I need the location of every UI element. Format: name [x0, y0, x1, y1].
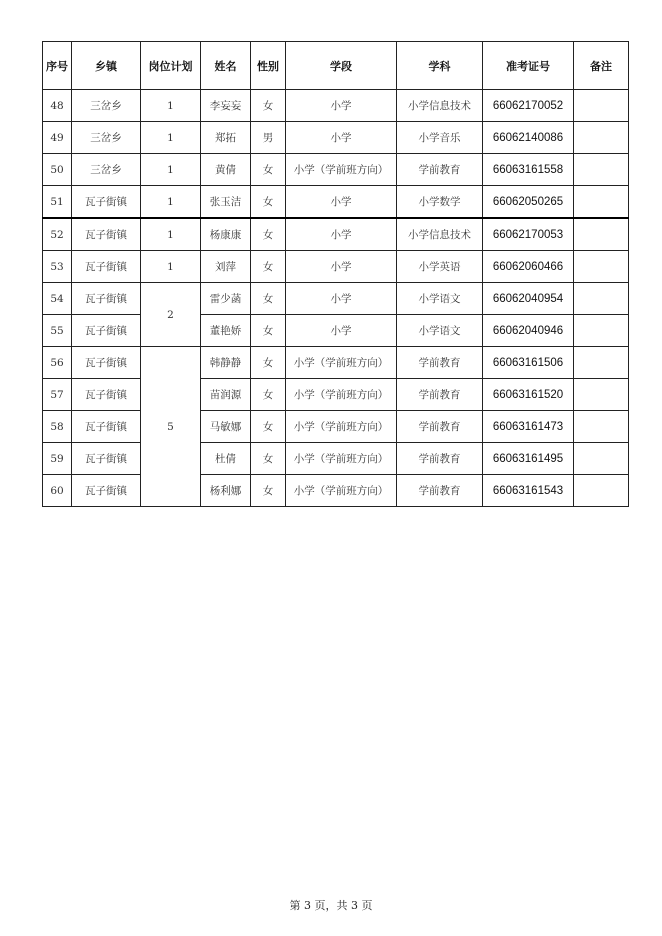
cell-seq: 50	[43, 154, 72, 186]
cell-gender: 女	[251, 347, 286, 379]
cell-seq: 48	[43, 90, 72, 122]
cell-subject: 学前教育	[397, 475, 483, 507]
cell-subject: 学前教育	[397, 411, 483, 443]
cell-stage: 小学（学前班方向）	[286, 475, 397, 507]
cell-gender: 女	[251, 315, 286, 347]
cell-town: 瓦子街镇	[72, 443, 141, 475]
cell-exam-id: 66062040954	[483, 283, 574, 315]
cell-gender: 男	[251, 122, 286, 154]
cell-note	[574, 122, 629, 154]
cell-town: 瓦子街镇	[72, 186, 141, 219]
cell-name: 杨利娜	[201, 475, 251, 507]
cell-stage: 小学（学前班方向）	[286, 379, 397, 411]
cell-subject: 学前教育	[397, 379, 483, 411]
roster-table	[42, 41, 629, 507]
cell-plan-merged: 2	[141, 283, 201, 347]
cell-stage: 小学	[286, 315, 397, 347]
cell-note	[574, 443, 629, 475]
header-plan: 岗位计划	[141, 42, 201, 90]
cell-stage: 小学	[286, 283, 397, 315]
cell-gender: 女	[251, 154, 286, 186]
cell-subject: 小学英语	[397, 251, 483, 283]
header-seq: 序号	[43, 42, 72, 90]
cell-plan: 1	[141, 90, 201, 122]
cell-seq: 56	[43, 347, 72, 379]
table-row	[43, 122, 629, 154]
cell-subject: 学前教育	[397, 347, 483, 379]
cell-exam-id: 66063161520	[483, 379, 574, 411]
cell-note	[574, 154, 629, 186]
cell-stage: 小学	[286, 186, 397, 219]
table-row	[43, 283, 629, 315]
cell-seq: 49	[43, 122, 72, 154]
header-row	[43, 42, 629, 90]
cell-plan-merged: 5	[141, 347, 201, 507]
cell-stage: 小学	[286, 122, 397, 154]
cell-stage: 小学（学前班方向）	[286, 347, 397, 379]
cell-seq: 57	[43, 379, 72, 411]
cell-town: 三岔乡	[72, 122, 141, 154]
page-footer: 第 3 页，共 3 页	[289, 899, 373, 912]
cell-plan: 1	[141, 154, 201, 186]
cell-exam-id: 66062040946	[483, 315, 574, 347]
cell-town: 瓦子街镇	[72, 251, 141, 283]
cell-name: 李妄妄	[201, 90, 251, 122]
table-row	[43, 251, 629, 283]
cell-exam-id: 66063161558	[483, 154, 574, 186]
table-row	[43, 379, 629, 411]
cell-seq: 60	[43, 475, 72, 507]
cell-exam-id: 66063161543	[483, 475, 574, 507]
cell-subject: 小学信息技术	[397, 90, 483, 122]
table-row	[43, 347, 629, 379]
cell-stage: 小学（学前班方向）	[286, 411, 397, 443]
cell-gender: 女	[251, 90, 286, 122]
cell-exam-id: 66062050265	[483, 186, 574, 219]
cell-note	[574, 186, 629, 219]
cell-name: 张玉洁	[201, 186, 251, 219]
cell-note	[574, 315, 629, 347]
cell-note	[574, 347, 629, 379]
cell-plan: 1	[141, 251, 201, 283]
table-row	[43, 475, 629, 507]
cell-name: 杜倩	[201, 443, 251, 475]
cell-seq: 55	[43, 315, 72, 347]
cell-exam-id: 66063161495	[483, 443, 574, 475]
cell-stage: 小学（学前班方向）	[286, 443, 397, 475]
cell-seq: 54	[43, 283, 72, 315]
cell-plan: 1	[141, 122, 201, 154]
cell-town: 三岔乡	[72, 90, 141, 122]
cell-subject: 小学信息技术	[397, 218, 483, 251]
cell-town: 瓦子街镇	[72, 218, 141, 251]
cell-subject: 学前教育	[397, 154, 483, 186]
table-row	[43, 186, 629, 219]
cell-subject: 小学音乐	[397, 122, 483, 154]
cell-town: 瓦子街镇	[72, 347, 141, 379]
cell-seq: 59	[43, 443, 72, 475]
cell-gender: 女	[251, 186, 286, 219]
cell-plan: 1	[141, 218, 201, 251]
cell-note	[574, 283, 629, 315]
cell-exam-id: 66063161473	[483, 411, 574, 443]
cell-note	[574, 379, 629, 411]
table-row	[43, 154, 629, 186]
table-row	[43, 90, 629, 122]
cell-gender: 女	[251, 475, 286, 507]
cell-seq: 52	[43, 218, 72, 251]
cell-name: 黄倩	[201, 154, 251, 186]
cell-stage: 小学	[286, 251, 397, 283]
header-town: 乡镇	[72, 42, 141, 90]
cell-town: 瓦子街镇	[72, 475, 141, 507]
header-exam-id: 准考证号	[483, 42, 574, 90]
cell-exam-id: 66062140086	[483, 122, 574, 154]
cell-name: 刘萍	[201, 251, 251, 283]
cell-plan: 1	[141, 186, 201, 219]
cell-stage: 小学	[286, 218, 397, 251]
cell-gender: 女	[251, 218, 286, 251]
cell-subject: 小学语文	[397, 315, 483, 347]
cell-subject: 小学数学	[397, 186, 483, 219]
cell-subject: 学前教育	[397, 443, 483, 475]
cell-exam-id: 66063161506	[483, 347, 574, 379]
header-subject: 学科	[397, 42, 483, 90]
cell-note	[574, 251, 629, 283]
cell-seq: 53	[43, 251, 72, 283]
table-row	[43, 411, 629, 443]
cell-name: 雷少菡	[201, 283, 251, 315]
cell-gender: 女	[251, 251, 286, 283]
cell-town: 瓦子街镇	[72, 411, 141, 443]
cell-seq: 51	[43, 186, 72, 219]
cell-town: 三岔乡	[72, 154, 141, 186]
cell-note	[574, 411, 629, 443]
cell-name: 郑拓	[201, 122, 251, 154]
cell-stage: 小学（学前班方向）	[286, 154, 397, 186]
cell-seq: 58	[43, 411, 72, 443]
cell-name: 杨康康	[201, 218, 251, 251]
header-name: 姓名	[201, 42, 251, 90]
header-gender: 性别	[251, 42, 286, 90]
header-stage: 学段	[286, 42, 397, 90]
cell-exam-id: 66062170052	[483, 90, 574, 122]
cell-name: 董艳娇	[201, 315, 251, 347]
cell-town: 瓦子街镇	[72, 283, 141, 315]
header-note: 备注	[574, 42, 629, 90]
cell-gender: 女	[251, 283, 286, 315]
cell-exam-id: 66062170053	[483, 218, 574, 251]
table-row	[43, 315, 629, 347]
cell-name: 苗润源	[201, 379, 251, 411]
cell-note	[574, 475, 629, 507]
cell-name: 韩静静	[201, 347, 251, 379]
cell-gender: 女	[251, 379, 286, 411]
cell-exam-id: 66062060466	[483, 251, 574, 283]
table-row	[43, 443, 629, 475]
cell-gender: 女	[251, 443, 286, 475]
cell-note	[574, 90, 629, 122]
cell-name: 马敏娜	[201, 411, 251, 443]
cell-stage: 小学	[286, 90, 397, 122]
cell-gender: 女	[251, 411, 286, 443]
table-row	[43, 218, 629, 251]
cell-note	[574, 218, 629, 251]
cell-town: 瓦子街镇	[72, 315, 141, 347]
cell-town: 瓦子街镇	[72, 379, 141, 411]
cell-subject: 小学语文	[397, 283, 483, 315]
